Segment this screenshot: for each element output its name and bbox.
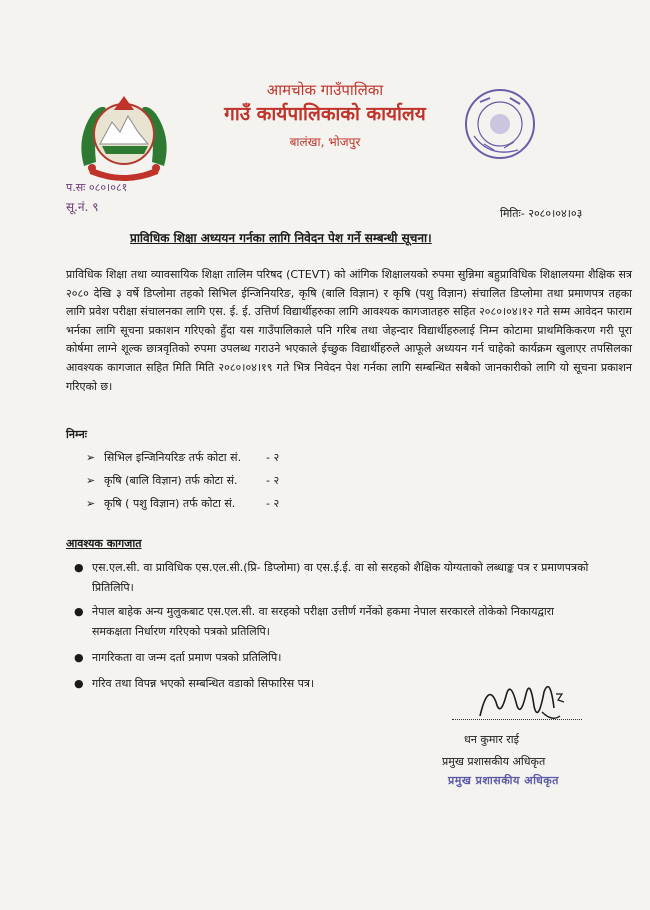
quota-item [86,450,280,465]
notice-date: मितिः- २०८०।०४।०३ [500,207,583,220]
signature-icon [470,672,570,732]
quota-label: सिभिल इन्जिनियरिङ तर्फ कोटा सं. [104,451,242,464]
quota-value: - २ [266,474,280,487]
arrow-bullet-icon: ➢ [86,474,96,487]
notice-body: प्राविधिक शिक्षा तथा व्यावसायिक शिक्षा तालिम परिषद (CTEVT) को आंगिक शिक्षालयको रुपमा सुन्निमा बहुप्राविधिक शिक्षालयमा शैक्षिक सत्र २०८० देखि ३ वर्षे डिप्लोमा तहको सिभिल ईन्जिनियरिङ, कृषि (बालि विज्ञान) र कृषि (पशु विज्ञान) संचालित डिप्लोमा तथा प्रमाणपत्र तहका लागि प्रवेश परीक्षा संचालनका लागि एस. ई. ई. उत्तिर्ण विद्यार्थीहरुका लागि आवश्यक कागजातहरु सहित २०८०।०४।१२ गते सम्म आवेदन फाराम भर्नका लागि सूचना प्रकाशन गरिएको हुँदा यस गाउँपालिकाले पनि गरिब तथा जेहन्दार विद्यार्थीहरुलाई निम्न कोटामा प्राथमिकिकरण गरी पूरा कोर्षमा लाग्ने शूल्क छात्रवृतिको रुपमा उपलब्ध गराउने भएकाले ईच्छुक विद्यार्थीहरुले आफूले अध्ययन गर्न चाहेको कार्यक्रम खुलाएर तपसिलका आवश्यक कागजात सहित मिति मिति २०८०।०४।१९ गते भित्र निवेदन पेश गर्नका लागि सम्बन्धित सबैको जानकारीको लागि यो सूचना प्रकाशन गरिएको छ। [66,268,632,393]
document-text: नागरिकता वा जन्म दर्ता प्रमाण पत्रको प्रतिलिपि। [92,651,282,664]
fiscal-year: प.सः ०८०।०८१ [66,181,128,194]
document-text: गरिव तथा विपन्न भएको सम्बन्धित वडाको सिफारिस पत्र। [92,677,315,690]
bullet-icon: ● [74,651,84,664]
documents-heading: आवश्यक कागजात [66,537,142,550]
bullet-icon: ● [74,677,84,690]
document-text: एस.एल.सी. वा प्राविधिक एस.एल.सी.(प्रि- डिप्लोमा) वा एस.ई.ई. वा सो सरहको शैक्षिक योग्यताको लब्धाङ्क पत्र र प्रमाणपत्रको प्रितिलिपि। [92,561,589,594]
notice-subject: प्राविधिक शिक्षा अध्ययन गर्नका लागि निवेदन पेश गर्ने सम्बन्धी सूचना। [130,231,432,245]
quota-item [86,496,280,511]
bullet-icon: ● [74,605,84,618]
signatory-title: प्रमुख प्रशासकीय अधिकृत [442,755,546,768]
arrow-bullet-icon: ➢ [86,451,96,464]
quota-label: कृषि (बालि विज्ञान) तर्फ कोटा सं. [104,474,238,487]
office-address: बालंखा, भोजपुर [289,135,361,149]
quota-label: कृषि ( पशु विज्ञान) तर्फ कोटा सं. [104,497,236,510]
document-item [74,648,592,668]
signatory-name: धन कुमार राई [464,733,519,746]
dispatch-number: सू.नं. ९ [66,200,99,214]
municipality-name: आमचोक गाउँपालिका [266,81,384,99]
quota-item [86,473,280,488]
office-name: गाउँ कार्यपालिकाको कार्यालय [224,103,426,125]
arrow-bullet-icon: ➢ [86,497,96,510]
signature-line [452,719,582,720]
document-text: नेपाल बाहेक अन्य मुलुकबाट एस.एल.सी. वा सरहको परीक्षा उत्तीर्ण गर्नेको हकमा नेपाल सरकारले तोकेको निकायद्वारा समकक्षता निर्धारण गरिएको पत्रको प्रतिलिपि। [92,605,555,638]
quota-value: - २ [266,497,280,510]
bullet-icon: ● [74,561,84,574]
document-item [74,558,592,598]
office-seal-icon [460,84,540,170]
quota-heading: निम्नः [66,428,87,441]
document-item [74,602,592,642]
designation-stamp: प्रमुख प्रशासकीय अधिकृत [448,774,559,787]
nepal-emblem-icon [72,88,176,188]
quota-value: - २ [266,451,280,464]
